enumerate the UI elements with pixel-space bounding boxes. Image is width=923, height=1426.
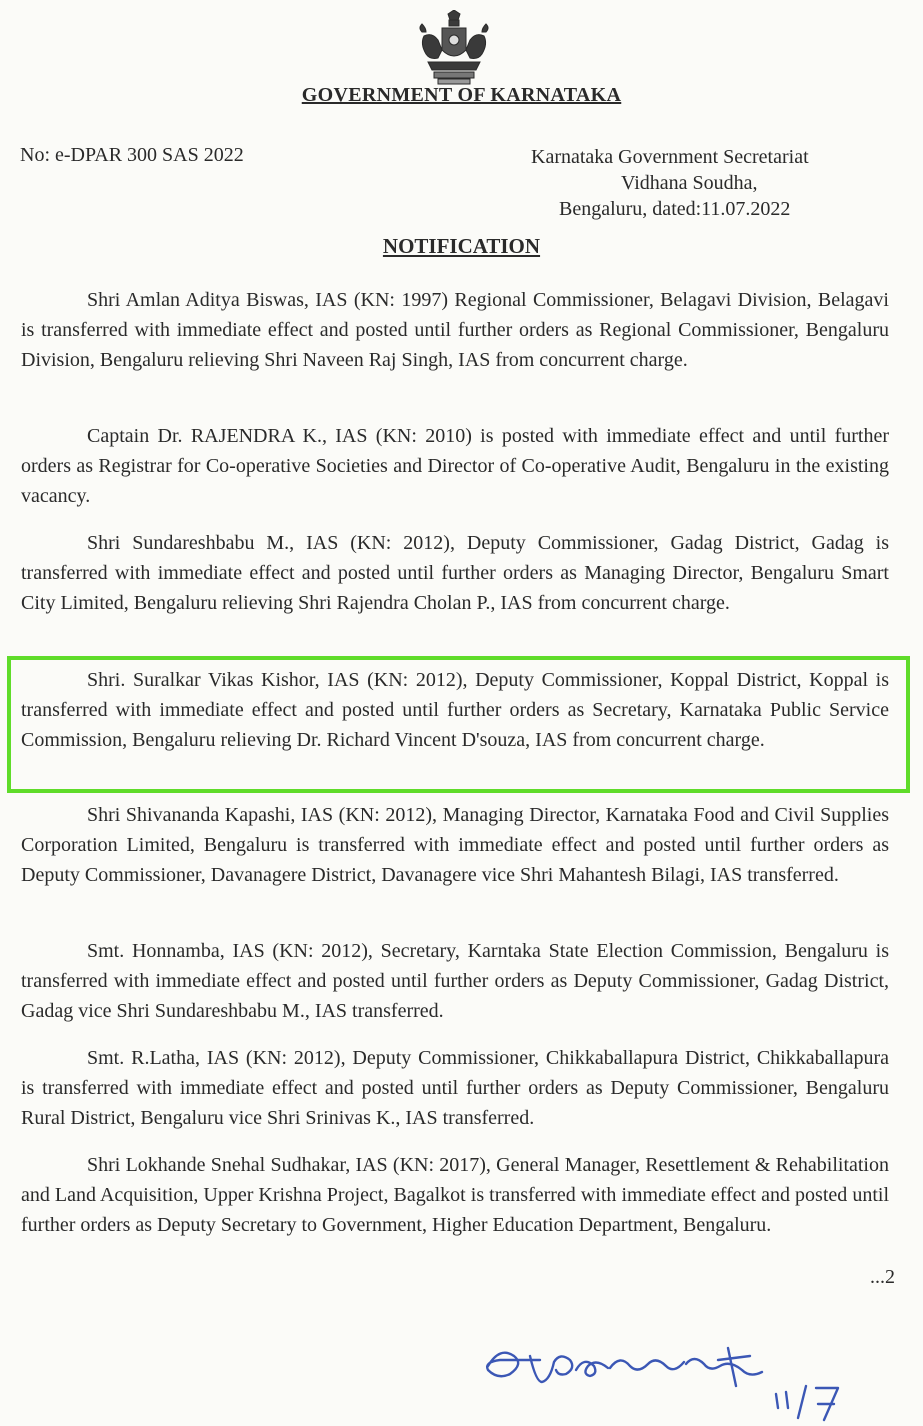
paragraph-8: Shri Lokhande Snehal Sudhakar, IAS (KN: 2017), General Manager, Resettlement & Rehabilitation and Land Acquisition, Upper Krishna Project, Bagalkot is transferred with immediate effect and posted until further orders as Deputy Secretary to Government, Higher Education Department, Bengaluru. [21,1154,889,1236]
government-title: GOVERNMENT OF KARNATAKA [301,84,622,106]
karnataka-emblem-icon [414,10,494,86]
paragraph-6: Smt. Honnamba, IAS (KN: 2012), Secretary, Karntaka State Election Commission, Bengaluru is transferred with immediate effect and posted until further orders as Deputy Commissioner, Gadag District, Gadag vice Shri Sundareshbabu M., IAS transferred. [21,940,889,1022]
paragraph-4-highlighted: Shri. Suralkar Vikas Kishor, IAS (KN: 2012), Deputy Commissioner, Koppal District, Koppal is transferred with immediate effect and posted until further orders as Secretary, Karnataka Public Service Commission, Bengaluru relieving Dr. Richard Vincent D'souza, IAS from concurrent charge. [21,669,889,751]
paragraph-5: Shri Shivananda Kapashi, IAS (KN: 2012), Managing Director, Karnataka Food and Civil Supplies Corporation Limited, Bengaluru is transferred with immediate effect and posted until further orders as Deputy Commissioner, Davanagere District, Davanagere vice Shri Mahantesh Bilagi, IAS transferred. [21,804,889,886]
paragraph-1: Shri Amlan Aditya Biswas, IAS (KN: 1997) Regional Commissioner, Belagavi Division, Belagavi is transferred with immediate effect and posted until further orders as Regional Commissioner, Bengaluru Division, Bengaluru relieving Shri Naveen Raj Singh, IAS from concurrent charge. [21,289,889,371]
handwritten-signature [480,1326,870,1426]
address-line-2: Vidhana Soudha, [621,172,758,194]
highlight-box [7,656,910,793]
address-line-3: Bengaluru, dated:11.07.2022 [559,198,791,220]
notification-title: NOTIFICATION [382,234,541,258]
paragraph-7: Smt. R.Latha, IAS (KN: 2012), Deputy Commissioner, Chikkaballapura District, Chikkaballapura is transferred with immediate effect and posted until further orders as Deputy Commissioner, Bengaluru Rural District, Bengaluru vice Shri Srinivas K., IAS transferred. [21,1047,889,1129]
page-continuation: ...2 [870,1266,895,1288]
paragraph-2: Captain Dr. RAJENDRA K., IAS (KN: 2010) is posted with immediate effect and until further orders as Registrar for Co-operative Societies and Director of Co-operative Audit, Bengaluru in the existing vacancy. [21,425,889,507]
paragraph-3: Shri Sundareshbabu M., IAS (KN: 2012), Deputy Commissioner, Gadag District, Gadag is transferred with immediate effect and posted until further orders as Managing Director, Bengaluru Smart City Limited, Bengaluru relieving Shri Rajendra Cholan P., IAS from concurrent charge. [21,532,889,614]
address-line-1: Karnataka Government Secretariat [531,146,809,168]
reference-number: No: e-DPAR 300 SAS 2022 [20,144,244,166]
secretariat-address [531,144,809,222]
